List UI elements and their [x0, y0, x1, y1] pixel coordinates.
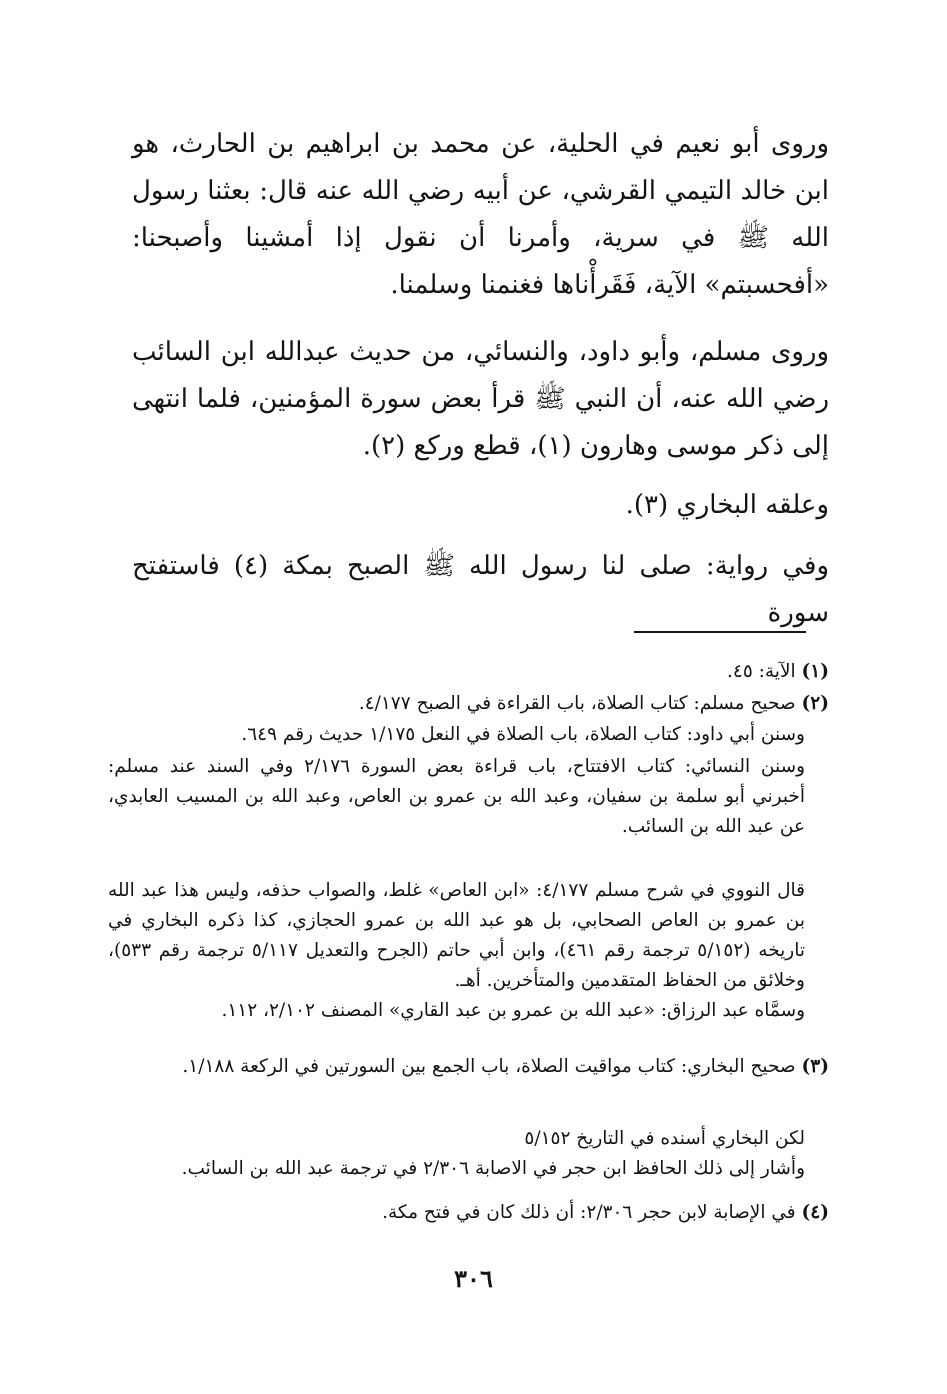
- footnote-1: [132, 657, 829, 687]
- footnote-2-abu-dawud: وسنن أبي داود: كتاب الصلاة، باب الصلاة في النعل ١/١٧٥ حديث رقم ٦٤٩.: [241, 724, 805, 745]
- footnote-2: [132, 689, 829, 719]
- footnote-4-text: في الإصابة لابن حجر ٢/٣٠٦: أن ذلك كان في فتح مكة.: [382, 1202, 796, 1223]
- footnote-3-isaba: وأشار إلى ذلك الحافظ ابن حجر في الاصابة ٢/٣٠٦ في ترجمة عبد الله بن السائب.: [181, 1158, 805, 1179]
- footnote-3-mark: (٣): [801, 1056, 829, 1077]
- page-number: ٣٠٦: [454, 1264, 493, 1293]
- footnote-2-nasai: وسنن النسائي: كتاب الافتتاح، باب قراءة بعض السورة ٢/١٧٦ وفي السند عند مسلم: أخبرني أبو سلمة بن سفيان، وعبد الله بن عمرو بن العاص، وعبد الله بن المسيب العابدي، عن عبد الله بن السائب.: [108, 756, 805, 837]
- footnote-2-abd-razzaq: وسمَّاه عبد الرزاق: «عبد الله بن عمرو بن عبد القاري» المصنف ٢/١٠٢، ١١٢.: [221, 1000, 805, 1021]
- body-paragraph-muslim: وروى مسلم، وأبو داود، والنسائي، من حديث عبدالله ابن السائب رضي الله عنه، أن النبي ﷺ قرأ بعض سورة المؤمنين، فلما انتهى إلى ذكر موسى وهارون (١)، قطع وركع (٢).: [132, 337, 829, 461]
- footnote-3-notes: [108, 1124, 829, 1184]
- body-paragraph-riwaya: وفي رواية: صلى لنا رسول الله ﷺ الصبح بمكة (٤) فاستفتح سورة: [132, 551, 829, 628]
- footnote-4-mark: (٤): [801, 1202, 829, 1223]
- footnote-1-mark: (١): [801, 661, 829, 682]
- footnote-4: [132, 1198, 829, 1228]
- footnote-2-text: صحيح مسلم: كتاب الصلاة، باب القراءة في الصبح ٤/١٧٧.: [358, 693, 796, 714]
- body-paragraph-abu-nuaym: وروى أبو نعيم في الحلية، عن محمد بن ابراهيم بن الحارث، هو ابن خالد التيمي القرشي، عن أبيه رضي الله عنه قال: بعثنا رسول الله ﷺ في سرية، وأمرنا أن نقول إذا أمشينا وأصبحنا: «أفحسبتم» الآية، فَقَرأْناها فغنمنا وسلمنا.: [132, 129, 829, 300]
- body-paragraph-bukhari: وعلقه البخاري (٣).: [625, 490, 829, 520]
- footnote-2-nawawi: [108, 876, 829, 1026]
- footnote-2-mark: (٢): [801, 693, 829, 714]
- footnote-separator: [634, 631, 806, 633]
- footnote-1-text: الآية: ٤٥.: [727, 661, 796, 682]
- footnote-3: [132, 1052, 829, 1082]
- footnote-3-tarikh: لكن البخاري أسنده في التاريخ ٥/١٥٢: [524, 1128, 805, 1149]
- footnote-2-nawawi-text: قال النووي في شرح مسلم ٤/١٧٧: «ابن العاص» غلط، والصواب حذفه، وليس هذا عبد الله بن عمرو بن العاص الصحابي، بل هو عبد الله بن عمرو الحجازي، كذا ذكره البخاري في تاريخه (٥/١٥٢ ترجمة رقم ٤٦١)، وابن أبي حاتم (الجرح والتعديل ٥/١١٧ ترجمة رقم ٥٣٣)، وخلائق من الحفاظ المتقدمين والمتأخرين. أهـ.: [108, 880, 806, 991]
- footnote-3-text: صحيح البخاري: كتاب مواقيت الصلاة، باب الجمع بين السورتين في الركعة ١/١٨٨.: [182, 1056, 796, 1077]
